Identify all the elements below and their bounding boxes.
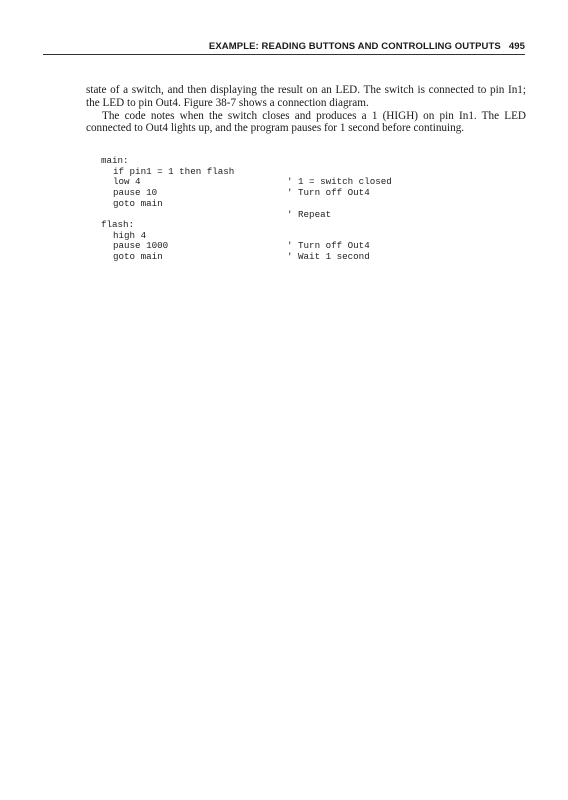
body-text <box>86 84 526 135</box>
header-rule <box>43 54 525 55</box>
paragraph: state of a switch, and then displaying the result on an LED. The switch is connected to pin In1; the LED to pin Out4. Figure 38-7 shows a connection diagram. <box>86 84 526 109</box>
code-comment: ' Turn off Out4 <box>287 240 370 252</box>
code-statement: goto main <box>113 251 163 263</box>
code-statement: pause 1000 <box>113 240 169 252</box>
code-comment: ' Wait 1 second <box>287 251 370 263</box>
code-statement: pause 10 <box>113 187 158 199</box>
code-statement: if pin1 = 1 then flash <box>113 165 235 177</box>
code-statement: low 4 <box>113 176 141 188</box>
running-title: EXAMPLE: READING BUTTONS AND CONTROLLING OUTPUTS <box>208 41 501 52</box>
code-label <box>101 209 135 230</box>
page-number: 495 <box>508 41 525 52</box>
paragraph: The code notes when the switch closes and produces a 1 (HIGH) on pin In1. The LED connected to Out4 lights up, and the program pauses for 1 second before continuing. <box>86 109 526 135</box>
code-statement: goto main <box>113 197 163 209</box>
running-head <box>43 40 525 53</box>
code-label <box>101 145 129 166</box>
code-comment: ' Turn off Out4 <box>287 187 370 199</box>
code-comment: ' Repeat <box>287 208 332 220</box>
code-statement: high 4 <box>113 229 147 241</box>
code-label-text: flash: <box>101 218 135 230</box>
code-label-text: main: <box>101 154 129 166</box>
code-comment: ' 1 = switch closed <box>287 176 392 188</box>
code-block-main <box>101 145 392 220</box>
